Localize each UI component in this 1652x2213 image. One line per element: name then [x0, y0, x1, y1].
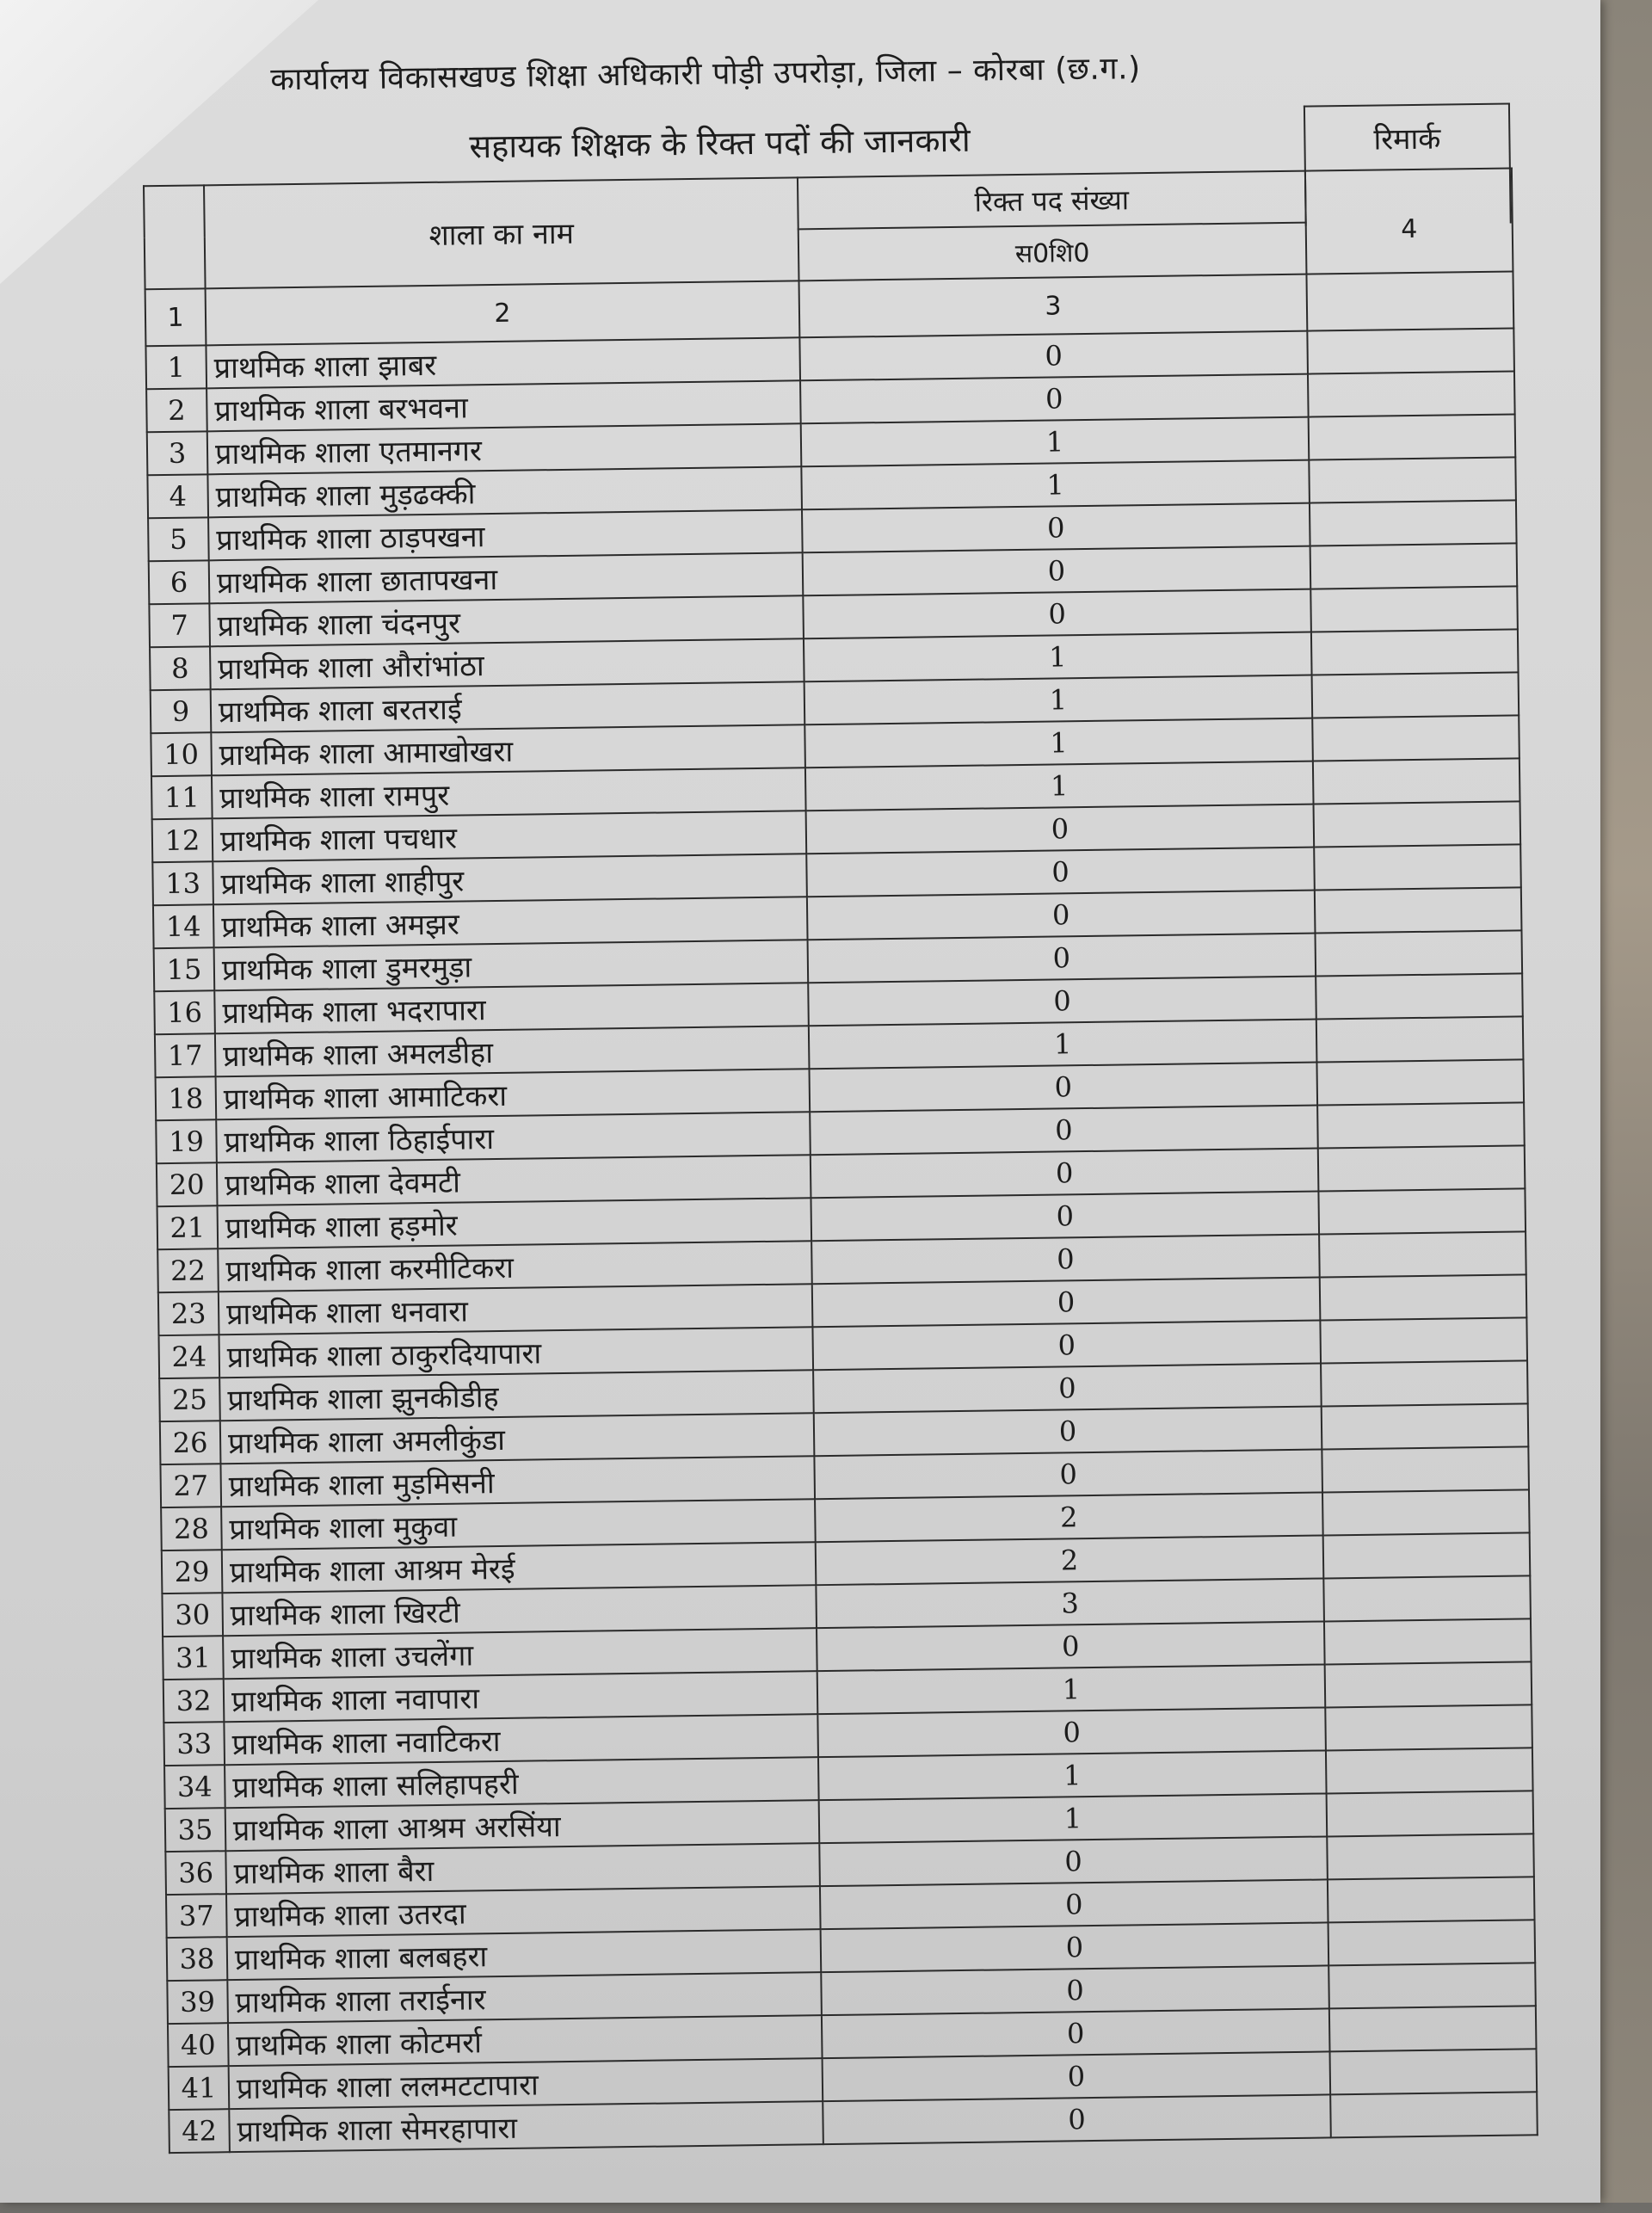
serial-number-cell: 37 — [166, 1894, 227, 1938]
serial-number-cell: 10 — [151, 732, 212, 776]
serial-number-cell: 33 — [163, 1722, 225, 1766]
remark-cell — [1320, 1317, 1527, 1363]
remark-cell — [1330, 2049, 1538, 2094]
column-number-1: 1 — [145, 288, 206, 346]
school-name-cell: प्राथमिक शाला धनवारा — [219, 1284, 813, 1335]
remark-cell — [1322, 1489, 1530, 1535]
remark-cell — [1327, 1791, 1534, 1836]
serial-number-cell: 42 — [169, 2109, 230, 2153]
serial-number-cell: 26 — [160, 1421, 221, 1464]
remark-cell — [1310, 543, 1518, 589]
remark-cell — [1318, 1188, 1526, 1234]
school-name-cell: प्राथमिक शाला चंदनपुर — [209, 595, 804, 646]
remark-cell — [1322, 1446, 1529, 1492]
school-name-cell: प्राथमिक शाला डुमरमुड़ा — [214, 940, 809, 990]
serial-number-cell: 9 — [151, 689, 212, 733]
serial-number-cell: 40 — [168, 2023, 229, 2067]
vacancy-count-cell: 0 — [812, 1321, 1321, 1371]
serial-number-cell: 41 — [169, 2066, 230, 2110]
remark-column-number: 4 — [1305, 168, 1513, 274]
remark-cell — [1309, 457, 1516, 502]
serial-number-cell: 39 — [167, 1980, 228, 2024]
vacancy-count-cell: 0 — [803, 546, 1311, 596]
school-name-cell: प्राथमिक शाला अमझर — [213, 897, 808, 947]
serial-number-cell: 32 — [163, 1679, 225, 1723]
serial-number-cell: 2 — [146, 388, 207, 432]
remark-cell — [1308, 371, 1515, 416]
school-name-header: शाला का नाम — [204, 177, 799, 288]
remark-cell — [1321, 1360, 1528, 1406]
remark-cell — [1310, 500, 1517, 546]
serial-number-cell: 5 — [148, 517, 209, 561]
school-name-cell: प्राथमिक शाला भदरापारा — [214, 983, 809, 1033]
school-name-cell: प्राथमिक शाला आमाटिकरा — [216, 1069, 811, 1119]
school-name-cell: प्राथमिक शाला हड़मोर — [218, 1198, 812, 1248]
vacancy-count-cell: 0 — [822, 2008, 1330, 2058]
school-name-cell: प्राथमिक शाला रामपुर — [212, 767, 806, 818]
vacancy-count-cell: 0 — [821, 1965, 1329, 2015]
table-header-row — [144, 168, 1513, 237]
remark-cell — [1330, 2092, 1538, 2137]
school-name-cell: प्राथमिक शाला औरांभांठा — [210, 638, 804, 689]
serial-number-cell: 18 — [156, 1076, 217, 1120]
school-name-cell: प्राथमिक शाला उचलेंगा — [223, 1628, 817, 1679]
school-name-cell: प्राथमिक शाला छातापखना — [209, 552, 804, 603]
school-name-cell: प्राथमिक शाला अमलीकुंडा — [220, 1413, 815, 1464]
vacancy-count-cell: 1 — [801, 460, 1310, 510]
vacancy-count-cell: 0 — [814, 1406, 1322, 1456]
vacancy-count-cell: 0 — [806, 804, 1315, 854]
school-name-cell: प्राथमिक शाला बरभवना — [206, 380, 801, 431]
remark-cell — [1316, 973, 1523, 1019]
vacancy-count-cell: 0 — [802, 503, 1310, 553]
remark-header-label: रिमार्क — [1373, 121, 1441, 157]
serial-number-cell: 23 — [158, 1291, 219, 1335]
school-name-cell: प्राथमिक शाला ठाकुरदियापारा — [219, 1327, 813, 1378]
vacancy-count-cell: 0 — [811, 1192, 1319, 1242]
school-name-cell: प्राथमिक शाला बलबहरा — [227, 1929, 822, 1980]
school-name-cell: प्राथमिक शाला खिरटी — [222, 1585, 817, 1636]
school-name-cell: प्राथमिक शाला करमीटिकरा — [218, 1241, 812, 1291]
serial-number-cell: 12 — [152, 818, 213, 862]
remark-cell — [1327, 1834, 1534, 1879]
vacancy-count-cell: 1 — [804, 675, 1313, 725]
remark-cell — [1328, 1920, 1536, 1965]
vacancy-count-cell: 1 — [809, 1020, 1317, 1070]
serial-number-cell: 35 — [165, 1808, 226, 1852]
serial-number-cell: 24 — [158, 1335, 219, 1378]
vacancy-count-cell: 0 — [817, 1707, 1326, 1757]
vacancy-count-cell: 0 — [820, 1879, 1328, 1929]
vacancy-count-cell: 0 — [808, 934, 1316, 983]
remark-cell — [1328, 1877, 1535, 1922]
remark-cell — [1316, 1059, 1524, 1105]
school-name-cell: प्राथमिक शाला झुनकीडीह — [219, 1370, 814, 1421]
school-name-cell: प्राथमिक शाला देवमटी — [217, 1155, 811, 1205]
vacancy-header: रिक्त पद संख्या — [798, 171, 1306, 230]
school-name-cell: प्राथमिक शाला कोटमर्रा — [228, 2015, 823, 2066]
serial-header-blank — [144, 185, 206, 289]
vacancy-count-cell: 0 — [819, 1836, 1328, 1886]
remark-cell — [1323, 1575, 1531, 1621]
vacancy-count-cell: 0 — [808, 977, 1316, 1026]
vacancy-count-cell: 0 — [821, 1922, 1329, 1972]
vacancy-count-cell: 0 — [806, 848, 1315, 897]
remark-cell — [1328, 1963, 1536, 2008]
office-heading: कार्यालय विकासखण्ड शिक्षा अधिकारी पोड़ी उपरोड़ा, जिला – कोरबा (छ.ग.) — [270, 51, 1141, 98]
serial-number-cell: 38 — [167, 1937, 228, 1981]
school-name-cell: प्राथमिक शाला मुड़ढक्की — [207, 466, 802, 517]
vacancy-count-cell: 1 — [804, 632, 1312, 682]
serial-number-cell: 19 — [156, 1119, 217, 1163]
serial-number-cell: 22 — [157, 1248, 219, 1292]
serial-number-cell: 3 — [147, 431, 208, 475]
remark-cell — [1318, 1145, 1526, 1191]
remark-cell — [1316, 1016, 1524, 1062]
serial-number-cell: 25 — [159, 1378, 220, 1421]
school-name-cell: प्राथमिक शाला बरतराई — [211, 681, 805, 732]
vacancy-count-cell: 0 — [817, 1621, 1325, 1671]
serial-number-cell: 34 — [164, 1765, 225, 1809]
vacancy-count-cell: 0 — [811, 1235, 1320, 1285]
serial-number-cell: 29 — [162, 1550, 223, 1593]
vacancy-count-cell: 0 — [813, 1363, 1322, 1413]
remark-cell — [1324, 1618, 1532, 1664]
school-name-cell: प्राथमिक शाला नवाटिकरा — [224, 1714, 818, 1765]
vacancy-count-cell: 0 — [814, 1449, 1322, 1499]
serial-number-cell: 27 — [160, 1464, 221, 1507]
school-name-cell: प्राथमिक शाला शाहीपुर — [213, 854, 807, 904]
remark-cell — [1307, 328, 1514, 373]
school-name-cell: प्राथमिक शाला सेमरहापारा — [229, 2101, 823, 2152]
vacancy-count-cell: 0 — [800, 374, 1309, 424]
column-number-2: 2 — [206, 280, 800, 345]
vacancy-count-cell: 0 — [812, 1278, 1321, 1328]
school-name-cell: प्राथमिक शाला आमाखोखरा — [211, 724, 805, 775]
vacancy-count-cell: 0 — [823, 2094, 1331, 2144]
remark-cell — [1314, 844, 1521, 890]
vacancy-count-cell: 2 — [815, 1492, 1323, 1542]
school-name-cell: प्राथमिक शाला आश्रम मेरई — [222, 1542, 817, 1593]
vacancy-count-cell: 0 — [810, 1106, 1318, 1156]
school-name-cell: प्राथमिक शाला ललमटटापारा — [229, 2058, 823, 2109]
serial-number-cell: 36 — [165, 1851, 226, 1895]
serial-number-cell: 1 — [145, 345, 206, 389]
vacancy-count-cell: 0 — [807, 891, 1316, 940]
remark-cell — [1319, 1231, 1526, 1277]
vacancy-count-cell: 0 — [810, 1063, 1318, 1113]
column-number-4-blank — [1306, 271, 1513, 330]
column-number-3: 3 — [799, 274, 1308, 338]
remark-cell — [1311, 629, 1519, 675]
vacancy-count-cell: 1 — [819, 1793, 1328, 1843]
serial-number-cell: 11 — [151, 775, 213, 819]
school-name-cell: प्राथमिक शाला मुकुवा — [221, 1499, 816, 1550]
document-title: सहायक शिक्षक के रिक्त पदों की जानकारी — [469, 120, 971, 166]
serial-number-cell: 28 — [161, 1507, 222, 1550]
remark-cell — [1312, 715, 1519, 761]
remark-cell — [1325, 1661, 1532, 1707]
remark-cell — [1309, 414, 1516, 459]
vacancy-count-cell: 1 — [804, 718, 1313, 768]
school-name-cell: प्राथमिक शाला ठाड़पखना — [208, 509, 803, 560]
vacancy-count-cell: 2 — [816, 1535, 1324, 1585]
school-name-cell: प्राथमिक शाला एतमानगर — [207, 423, 802, 474]
vacancy-table — [143, 167, 1538, 2154]
school-name-cell: प्राथमिक शाला तराईनार — [227, 1972, 822, 2023]
remark-cell — [1323, 1532, 1531, 1578]
vacancy-count-cell: 1 — [805, 761, 1314, 811]
serial-number-cell: 7 — [149, 603, 210, 647]
remark-cell — [1312, 672, 1519, 718]
remark-cell — [1310, 586, 1518, 632]
vacancy-count-cell: 0 — [803, 589, 1311, 639]
serial-number-cell: 21 — [157, 1205, 219, 1249]
remark-cell — [1315, 887, 1522, 933]
school-name-cell: प्राथमिक शाला उतरदा — [226, 1886, 821, 1937]
school-name-cell: प्राथमिक शाला अमलडीहा — [215, 1026, 810, 1076]
school-name-cell: प्राथमिक शाला आश्रम अरसिंया — [225, 1800, 820, 1851]
serial-number-cell: 6 — [149, 560, 210, 604]
serial-number-cell: 15 — [154, 947, 215, 991]
school-name-cell: प्राथमिक शाला नवापारा — [224, 1671, 818, 1722]
remark-cell — [1326, 1748, 1533, 1793]
vacancy-count-cell: 0 — [811, 1149, 1319, 1199]
vacancy-count-cell: 0 — [799, 331, 1308, 381]
table-body — [145, 328, 1537, 2153]
remark-cell — [1315, 930, 1522, 976]
serial-number-cell: 30 — [162, 1593, 223, 1637]
remark-cell — [1313, 758, 1520, 804]
serial-number-cell: 31 — [163, 1636, 224, 1680]
remark-cell — [1314, 801, 1521, 847]
school-name-cell: प्राथमिक शाला सलिहापहरी — [225, 1757, 819, 1808]
remark-cell — [1320, 1274, 1527, 1320]
vacancy-count-cell: 3 — [816, 1578, 1324, 1628]
serial-number-cell: 14 — [153, 904, 214, 948]
vacancy-subheader: स0शि0 — [798, 223, 1307, 281]
school-name-cell: प्राथमिक शाला झाबर — [206, 337, 800, 388]
remark-cell — [1329, 2006, 1537, 2051]
vacancy-count-cell: 1 — [817, 1664, 1326, 1714]
serial-number-cell: 13 — [152, 861, 213, 905]
serial-number-cell: 8 — [150, 646, 211, 690]
school-name-cell: प्राथमिक शाला बैरा — [225, 1843, 820, 1894]
serial-number-cell: 20 — [157, 1162, 218, 1206]
remark-cell — [1322, 1403, 1529, 1449]
school-name-cell: प्राथमिक शाला पचधार — [213, 811, 807, 861]
serial-number-cell: 16 — [154, 990, 215, 1034]
vacancy-count-cell: 1 — [818, 1750, 1327, 1800]
remark-cell — [1317, 1102, 1525, 1148]
remark-cell — [1325, 1704, 1532, 1750]
serial-number-cell: 17 — [155, 1033, 216, 1077]
school-name-cell: प्राथमिक शाला मुड़मिसनी — [220, 1456, 815, 1507]
serial-number-cell: 4 — [147, 474, 208, 518]
vacancy-count-cell: 0 — [823, 2051, 1331, 2101]
vacancy-count-cell: 1 — [801, 417, 1310, 467]
school-name-cell: प्राथमिक शाला ठिहाईपारा — [216, 1112, 811, 1162]
